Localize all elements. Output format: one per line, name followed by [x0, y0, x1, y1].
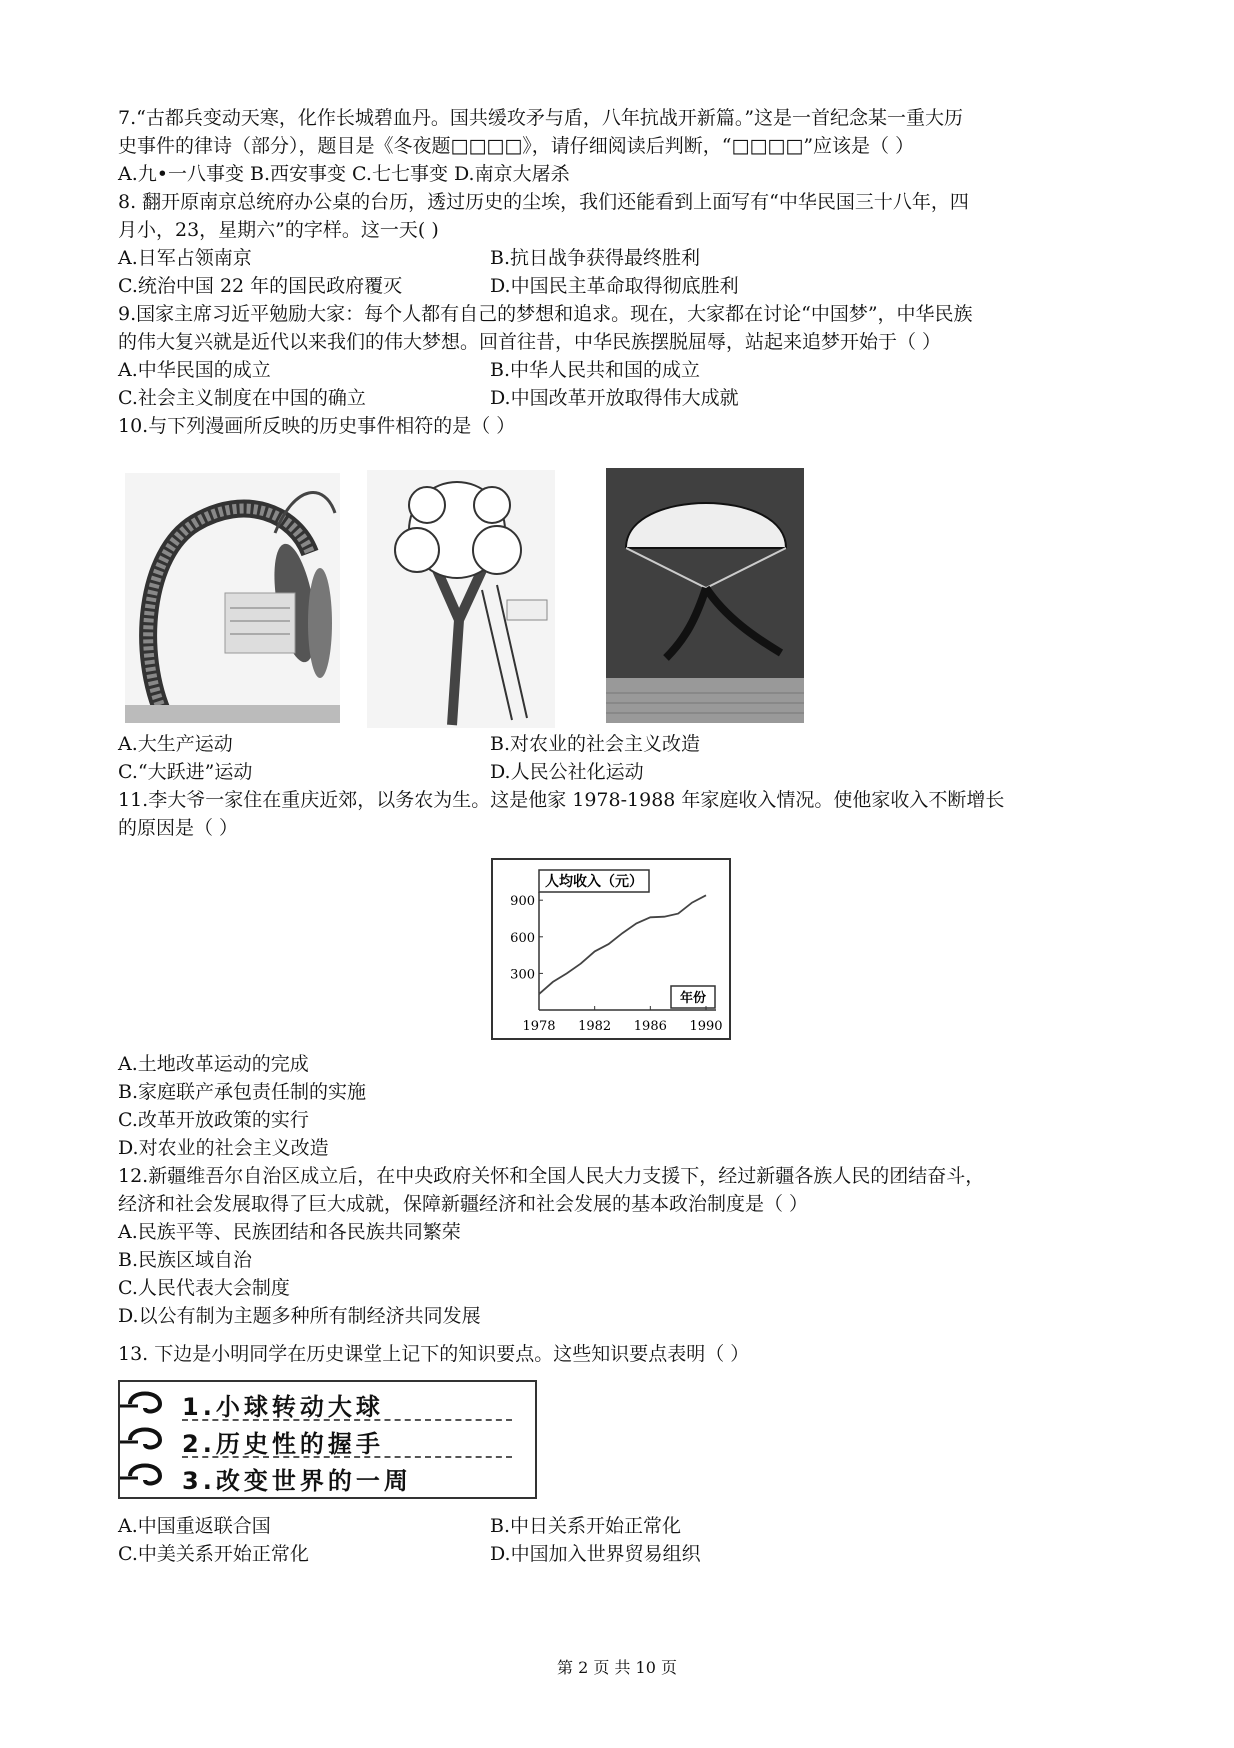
q12-line-2: 经济和社会发展取得了巨大成就，保障新疆经济和社会发展的基本政治制度是（ ） [118, 1193, 809, 1215]
note-divider [182, 1456, 512, 1458]
q12-option-b: B.民族区域自治 [118, 1249, 253, 1271]
q8-option-b: B.抗日战争获得最终胜利 [490, 247, 701, 269]
q13-option-b: B.中日关系开始正常化 [490, 1515, 682, 1537]
notebook-notes-image [118, 1380, 537, 1499]
q7-line-2: 史事件的律诗（部分），题目是《冬夜题□□□□》，请仔细阅读后判断，“□□□□”应该是（ ） [118, 135, 915, 157]
q13-option-d: D.中国加入世界贸易组织 [490, 1543, 701, 1565]
x-tick-label: 1978 [522, 1019, 556, 1034]
q11-line-1: 11.李大爷一家住在重庆近郊，以务农为生。这是他家 1978-1988 年家庭收入情况。使他家收入不断增长 [118, 789, 1005, 811]
q13-option-a: A.中国重返联合国 [118, 1515, 271, 1537]
y-tick-label: 300 [510, 967, 535, 983]
q8-option-c: C.统治中国 22 年的国民政府覆灭 [118, 275, 403, 297]
q11-line-2: 的原因是（ ） [118, 817, 239, 839]
q11-option-c: C.改革开放政策的实行 [118, 1109, 309, 1131]
cartoon-grain-arch-image [125, 473, 340, 723]
q9-option-a: A.中华民国的成立 [118, 359, 271, 381]
q8-line-1: 8. 翻开原南京总统府办公桌的台历，透过历史的尘埃，我们还能看到上面写有“中华民国三十八年，四 [118, 191, 969, 213]
q13-line-1: 13. 下边是小明同学在历史课堂上记下的知识要点。这些知识要点表明（ ） [118, 1343, 750, 1365]
q9-option-b: B.中华人民共和国的成立 [490, 359, 701, 381]
chart-title: 人均收入（元） [545, 874, 643, 890]
q8-option-a: A.日军占领南京 [118, 247, 252, 269]
x-axis-label: 年份 [679, 991, 707, 1006]
q10-line-1: 10.与下列漫画所反映的历史事件相符的是（ ） [118, 415, 516, 437]
q8-line-2: 月小，23，星期六”的字样。这一天( ) [118, 219, 439, 241]
note-item-2: 2.历史性的握手 [182, 1430, 384, 1458]
q10-option-d: D.人民公社化运动 [490, 761, 644, 783]
cartoon-parachute-image [606, 468, 804, 723]
cartoon-cotton-tree-image [367, 470, 555, 728]
page-footer: 第 2 页 共 10 页 [557, 1658, 677, 1677]
notebook-ring-binding-icon [120, 1382, 180, 1497]
q8-option-d: D.中国民主革命取得彻底胜利 [490, 275, 739, 297]
q7-options: A.九•一八事变 B.西安事变 C.七七事变 D.南京大屠杀 [118, 163, 570, 185]
q10-option-a: A.大生产运动 [118, 733, 233, 755]
y-tick-label: 600 [510, 930, 535, 946]
x-tick-label: 1986 [633, 1019, 667, 1034]
x-tick-label: 1982 [578, 1019, 612, 1034]
q12-line-1: 12.新疆维吾尔自治区成立后，在中央政府关怀和全国人民大力支援下，经过新疆各族人民的团结奋斗， [118, 1165, 985, 1187]
q10-option-b: B.对农业的社会主义改造 [490, 733, 701, 755]
q11-option-d: D.对农业的社会主义改造 [118, 1137, 329, 1159]
y-tick-label: 900 [510, 894, 535, 910]
q9-option-d: D.中国改革开放取得伟大成就 [490, 387, 739, 409]
note-item-1: 1.小球转动大球 [182, 1393, 384, 1421]
q9-line-2: 的伟大复兴就是近代以来我们的伟大梦想。回首往昔，中华民族摆脱屈辱，站起来追梦开始于（ ） [118, 331, 942, 353]
x-tick-label: 1990 [689, 1019, 723, 1034]
income-line-chart [491, 858, 731, 1040]
q12-option-c: C.人民代表大会制度 [118, 1277, 290, 1299]
q10-option-c: C.“大跃进”运动 [118, 761, 253, 783]
q9-line-1: 9.国家主席习近平勉励大家：每个人都有自己的梦想和追求。现在，大家都在讨论“中国梦”，中华民族 [118, 303, 973, 325]
note-item-3: 3.改变世界的一周 [182, 1467, 412, 1495]
q13-option-c: C.中美关系开始正常化 [118, 1543, 309, 1565]
q7-line-1: 7.“古都兵变动天寒，化作长城碧血丹。国共缓攻矛与盾，八年抗战开新篇。”这是一首纪念某一重大历 [118, 107, 964, 129]
q11-option-a: A.土地改革运动的完成 [118, 1053, 309, 1075]
q12-option-a: A.民族平等、民族团结和各民族共同繁荣 [118, 1221, 461, 1243]
q12-option-d: D.以公有制为主题多种所有制经济共同发展 [118, 1305, 481, 1327]
q11-option-b: B.家庭联产承包责任制的实施 [118, 1081, 367, 1103]
note-divider [182, 1419, 512, 1421]
q9-option-c: C.社会主义制度在中国的确立 [118, 387, 366, 409]
